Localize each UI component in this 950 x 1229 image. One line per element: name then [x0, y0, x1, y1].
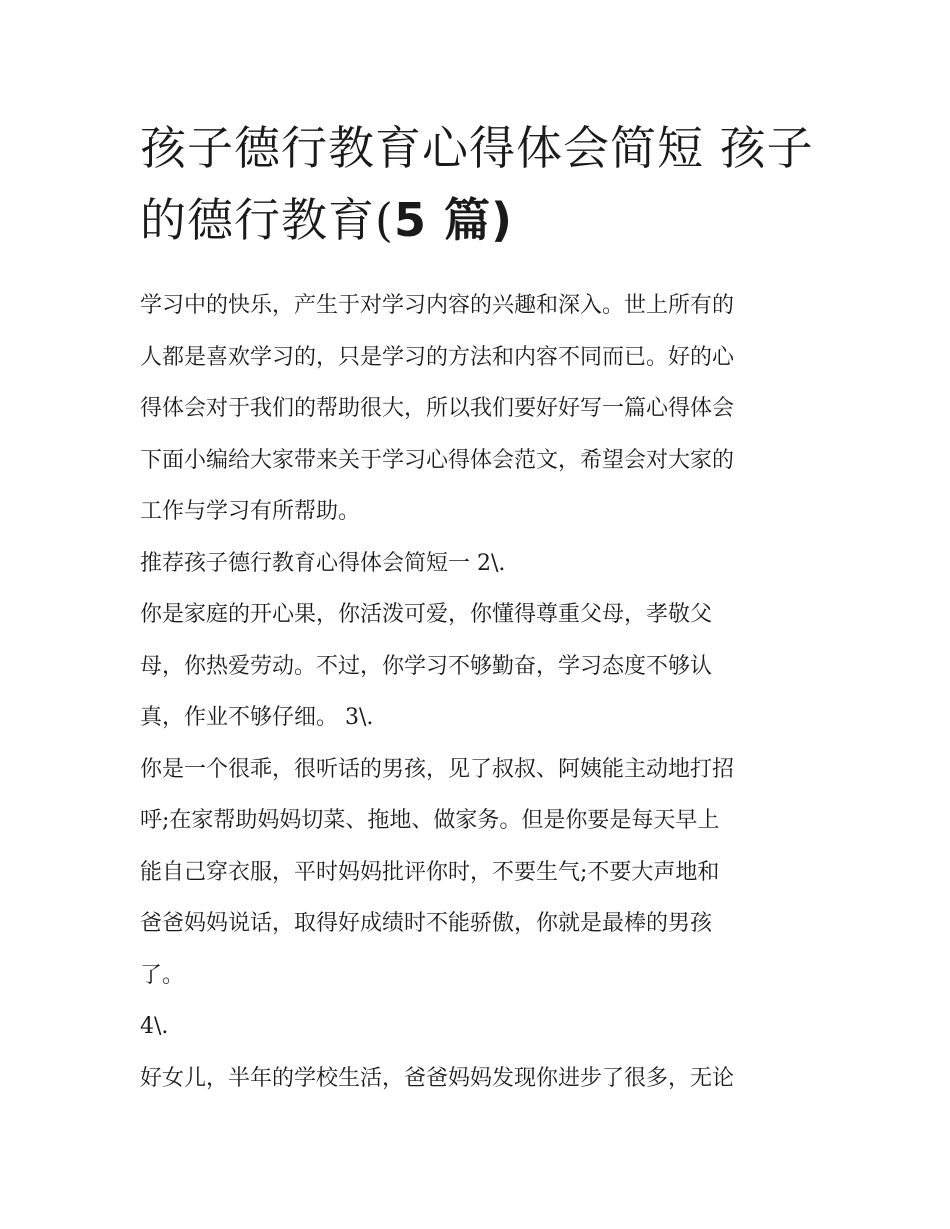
- title-count: 5 篇): [393, 193, 513, 247]
- paragraph-line: 爸爸妈妈说话，取得好成绩时不能骄傲，你就是最棒的男孩: [140, 911, 713, 936]
- document-body: [140, 280, 820, 1104]
- paragraph-line: 得体会对于我们的帮助很大，所以我们要好好写一篇心得体会: [140, 396, 735, 421]
- section-heading-line: 推荐孩子德行教育心得体会简短一 2\.: [140, 550, 506, 576]
- paragraph-line: 能自己穿衣服，平时妈妈批评你时，不要生气;不要大声地和: [140, 859, 720, 885]
- paragraph-line: 下面小编给大家带来关于学习心得体会范文，希望会对大家的: [140, 447, 735, 473]
- paragraph-line: 母，你热爱劳动。不过，你学习不够勤奋，学习态度不够认: [140, 653, 713, 679]
- paragraph-line: 学习中的快乐，产生于对学习内容的兴趣和深入。世上所有的: [140, 293, 735, 318]
- title-text: 孩子德行教育心得体会简短 孩子的德行教育(: [140, 121, 814, 247]
- paragraph-line: 好女儿，半年的学校生活，爸爸妈妈发现你进步了很多，无论: [140, 1065, 735, 1091]
- paragraph-line: 工作与学习有所帮助。: [140, 499, 361, 524]
- document-title: [140, 112, 820, 256]
- paragraph-line: 你是一个很乖，很听话的男孩，见了叔叔、阿姨能主动地打招: [140, 756, 735, 782]
- paragraph-line: 人都是喜欢学习的，只是学习的方法和内容不同而已。好的心: [140, 344, 735, 370]
- paragraph-line: 你是家庭的开心果，你活泼可爱，你懂得尊重父母，孝敬父: [140, 602, 713, 627]
- paragraph-line: 真，作业不够仔细。 3\.: [140, 705, 374, 730]
- paragraph-line: 呼;在家帮助妈妈切菜、拖地、做家务。但是你要是每天早上: [140, 808, 720, 833]
- item-number-line: 4\.: [140, 1014, 169, 1039]
- paragraph-line: 了。: [140, 962, 185, 988]
